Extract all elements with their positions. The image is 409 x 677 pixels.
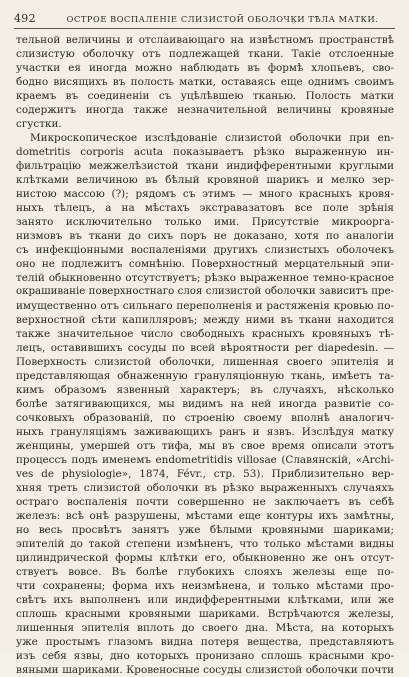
text-line: бодно висящихъ въ полость матки, оставаясь еще однимъ своимъ bbox=[16, 76, 394, 88]
text-line: съ инфекціонными воспаленіями другихъ слизистыхъ оболочекъ bbox=[16, 244, 394, 256]
text-line: уже простымъ глазомъ видна потеря вещества, представляютъ bbox=[16, 636, 394, 648]
text-line: слизистую оболочку отъ подлежащей ткани. Такіе отслоенные bbox=[16, 48, 394, 60]
text-line: фильтрацію межжелѣзистой ткани индифферентными круглыми bbox=[16, 160, 394, 172]
text-line: тельной величины и отслаивающаго на извѣстномъ пространствѣ bbox=[16, 34, 394, 46]
text-line: кимъ образомъ язвенный характеръ; въ случаяхъ, нѣсколько bbox=[16, 384, 394, 396]
text-line: свѣтъ ихъ выполненъ или индифферентными клѣтками, или же bbox=[16, 594, 394, 606]
text-line: хняя треть слизистой оболочки въ рѣзко выраженныхъ случаяхъ bbox=[16, 482, 394, 494]
text-line: болѣе затягивающихся, мы видимъ на ней иногда развитіе со- bbox=[16, 398, 394, 410]
text-line: ves de physiologie», 1874, Févr., стр. 53). Приблизительно вер- bbox=[16, 468, 394, 480]
text-line: dometritis corporis acuta показываетъ рѣзко выраженную ин- bbox=[16, 146, 394, 158]
text-line: верхностной сѣти капилляровъ; между ними въ ткани находится bbox=[16, 314, 394, 326]
text-line: содержитъ иногда также незначительной величины кровяные bbox=[16, 104, 394, 116]
text-line: сплошь красными кровяными шариками. Встрѣчаются железы, bbox=[16, 608, 394, 620]
text-line: ствуетъ вовсе. Въ болѣе глубокихъ слояхъ железы еще по- bbox=[16, 566, 394, 578]
text-line: также значительное число свободныхъ красныхъ кровяныхъ тѣ- bbox=[16, 328, 394, 340]
text-line: цилиндрической формы клѣтки его, обыкновенно же онъ отсут- bbox=[16, 552, 394, 564]
text-line: клѣтками величиною въ бѣлый кровяной шарикъ и мелко зер- bbox=[16, 174, 394, 186]
text-line: ныхъ грануляціямъ заживающихъ ранъ и язвъ. Изслѣдуя матку bbox=[16, 426, 394, 438]
body-text bbox=[16, 33, 394, 677]
text-line: женщины, умершей отъ тифа, мы въ свое время описали этотъ bbox=[16, 440, 394, 452]
text-line: изъ себя язвы, дно которыхъ пронизано сплошь красными кро- bbox=[16, 650, 394, 662]
text-line: лецъ, оставившихъ сосуды по всей вѣроятности per diapedesin. — bbox=[16, 342, 394, 354]
text-line: телій обыкновенно отсутствуетъ; рѣзко выраженное темно-красное bbox=[16, 272, 394, 284]
page-header bbox=[14, 12, 395, 26]
text-line: сочковыхъ образованій, по строенію своему вполнѣ аналогич- bbox=[16, 412, 394, 424]
text-line: окрашиваніе поверхностнаго слоя слизистой оболочки зависитъ пре- bbox=[16, 286, 394, 297]
text-line: низмовъ въ ткани до сихъ поръ не доказано, хотя по аналогіи bbox=[16, 230, 394, 242]
text-line: эпителій до такой степени измѣненъ, что только мѣстами видны bbox=[16, 538, 394, 550]
text-line: Поверхность слизистой оболочки, лишенная своего эпителія и bbox=[16, 356, 394, 368]
running-title: ОСТРОЕ ВОСПАЛЕНІЕ СЛИЗИСТОЙ ОБОЛОЧКИ ТѢЛА МАТКИ. bbox=[66, 14, 379, 24]
text-line: железъ: всѣ онѣ разрушены, мѣстами еще контуры ихъ замѣтны, bbox=[16, 510, 394, 522]
text-line: нистою массою (?); рядомъ съ этимъ — много красныхъ кровя- bbox=[16, 188, 394, 200]
page-number: 492 bbox=[14, 12, 36, 25]
text-line: вяными шариками. Кровеносные сосуды слизистой оболочки почти bbox=[16, 664, 394, 676]
text-line: занято исключительно только ими. Присутствіе микроорга- bbox=[16, 216, 394, 228]
text-line: но весь просвѣтъ занятъ уже бѣлыми кровяными шариками; bbox=[16, 524, 394, 536]
text-line: оно не подлежитъ сомнѣнію. Поверхностный мерцательный эпи- bbox=[16, 258, 394, 270]
text-line: имущественно отъ сильнаго переполненія и растяженія кровью по- bbox=[16, 300, 394, 312]
text-line: ныхъ тѣлецъ, а на мѣстахъ экстравазатовъ все поле зрѣнія bbox=[16, 202, 394, 214]
text-line: участки ея иногда можно наблюдать въ формѣ хлопьевъ, сво- bbox=[16, 62, 394, 74]
text-line: представляющая обнаженную грануляціонную ткань, имѣетъ та- bbox=[16, 370, 394, 382]
text-line: Микроскопическое изслѣдованіе слизистой оболочки при en- bbox=[30, 132, 394, 144]
text-line: сгустки. bbox=[16, 118, 62, 130]
text-line: остраго воспаленія почти совершенно не заключаетъ въ себѣ bbox=[16, 496, 394, 508]
text-line: процессъ подъ именемъ endometritidis villosae (Славянскій, «Archi- bbox=[16, 454, 394, 466]
text-line: чти сохранены; форма ихъ неизмѣнена, и только мѣстами про- bbox=[16, 580, 394, 592]
text-line: краемъ въ соединеніи съ уцѣлѣвшею тканью. Полость матки bbox=[16, 90, 394, 102]
header-rule bbox=[14, 28, 395, 29]
text-line: лишенныя эпителія вплоть до своего дна. Мѣста, на которыхъ bbox=[16, 622, 394, 634]
